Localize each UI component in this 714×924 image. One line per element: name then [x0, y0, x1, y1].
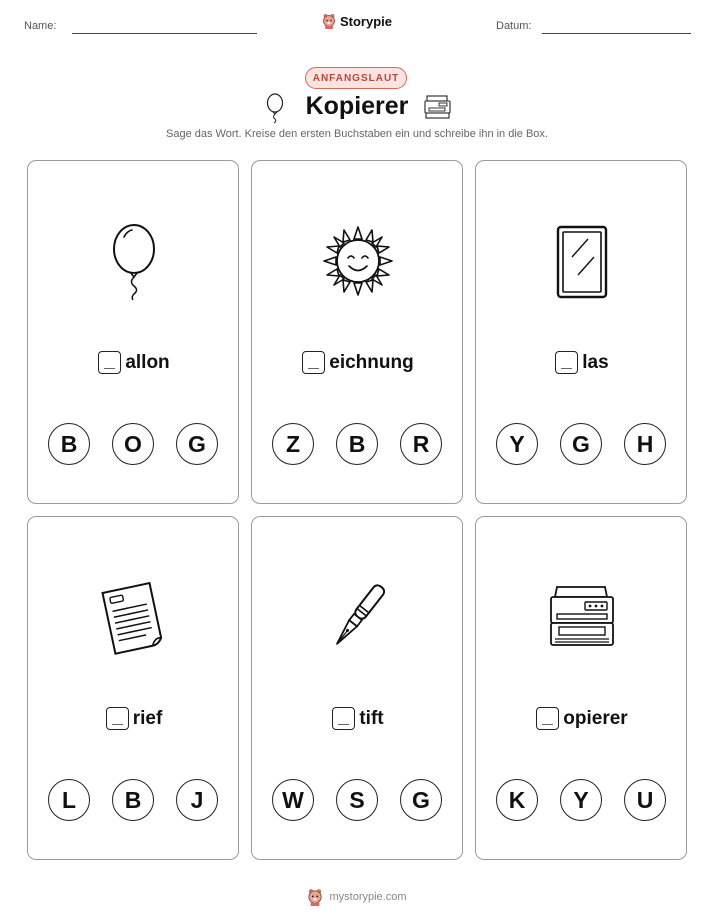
- letter-choice[interactable]: B: [336, 423, 378, 465]
- letter-choice[interactable]: H: [624, 423, 666, 465]
- answer-box[interactable]: [106, 707, 129, 730]
- word-remainder: tift: [359, 707, 384, 729]
- name-label: Name:: [24, 20, 57, 32]
- footer-mascot-icon: [307, 888, 323, 906]
- word-remainder: las: [582, 351, 609, 373]
- word-card-3: [475, 160, 687, 504]
- glass-pane-icon: [554, 223, 610, 301]
- letter-choice[interactable]: G: [176, 423, 218, 465]
- date-label: Datum:: [496, 20, 532, 32]
- word-remainder: eichnung: [329, 351, 414, 373]
- letter-choice[interactable]: S: [336, 779, 378, 821]
- word-card-1: [27, 160, 239, 504]
- fountain-pen-icon: [326, 577, 390, 657]
- title-copier-icon: [424, 94, 452, 120]
- name-line[interactable]: [72, 33, 257, 34]
- word-card-6: [475, 516, 687, 860]
- footer-url[interactable]: mystorypie.com: [329, 891, 407, 903]
- mascot-icon: [322, 13, 336, 29]
- letter-choice[interactable]: B: [48, 423, 90, 465]
- letter-choice[interactable]: G: [400, 779, 442, 821]
- brand-logo: [0, 13, 714, 29]
- brand-name: Storypie: [339, 13, 392, 29]
- letter-choice[interactable]: J: [176, 779, 218, 821]
- letter-choice[interactable]: Z: [272, 423, 314, 465]
- letter-choice[interactable]: R: [400, 423, 442, 465]
- word-card-2: [251, 160, 463, 504]
- category-badge: ANFANGSLAUT: [305, 67, 407, 89]
- answer-box[interactable]: [555, 351, 578, 374]
- letter-choice[interactable]: K: [496, 779, 538, 821]
- instructions: Sage das Wort. Kreise den ersten Buchstaben ein und schreibe ihn in die Box.: [166, 128, 548, 140]
- answer-box[interactable]: [536, 707, 559, 730]
- date-line[interactable]: [542, 33, 691, 34]
- balloon-icon: [104, 221, 164, 301]
- letter-choice[interactable]: L: [48, 779, 90, 821]
- letter-choice[interactable]: O: [112, 423, 154, 465]
- word-remainder: rief: [132, 707, 163, 729]
- answer-box[interactable]: [302, 351, 325, 374]
- letter-choice[interactable]: W: [272, 779, 314, 821]
- letter-choice[interactable]: U: [624, 779, 666, 821]
- sun-icon: [322, 225, 394, 297]
- word-remainder: allon: [125, 351, 170, 373]
- answer-box[interactable]: [332, 707, 355, 730]
- word-card-4: [27, 516, 239, 860]
- word-card-5: [251, 516, 463, 860]
- letter-choice[interactable]: Y: [560, 779, 602, 821]
- letter-choice[interactable]: G: [560, 423, 602, 465]
- word-remainder: opierer: [563, 707, 628, 729]
- footer: [0, 888, 714, 906]
- letter-choice[interactable]: Y: [496, 423, 538, 465]
- page-title: Kopierer: [305, 92, 409, 120]
- copier-icon: [547, 583, 617, 649]
- letter-choice[interactable]: B: [112, 779, 154, 821]
- letter-icon: [98, 577, 170, 655]
- answer-box[interactable]: [98, 351, 121, 374]
